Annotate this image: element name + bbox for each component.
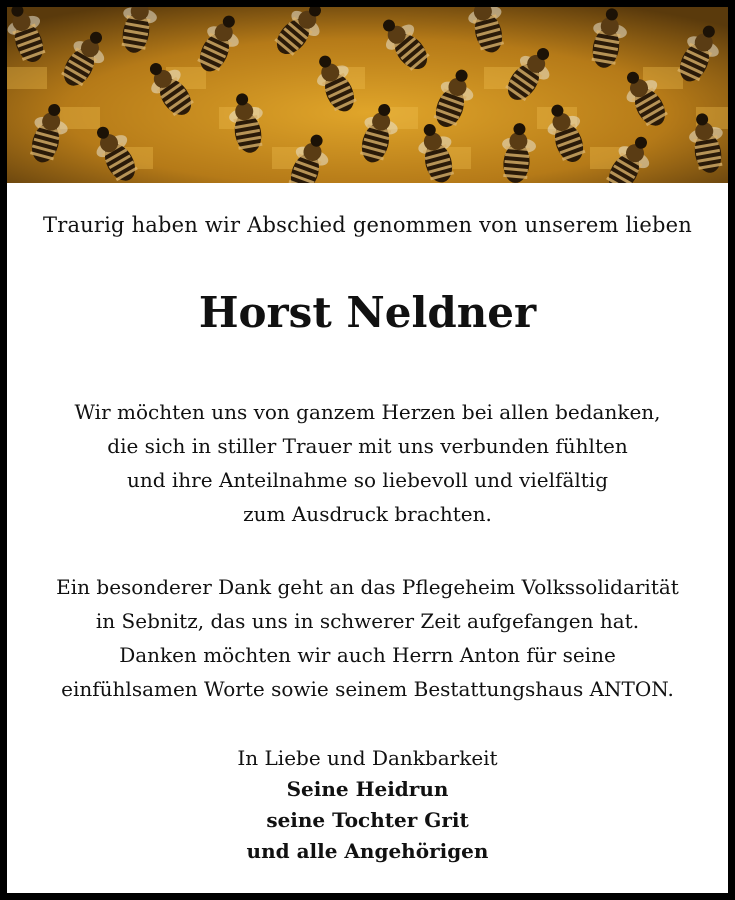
signer-line: und alle Angehörigen (246, 839, 489, 863)
thanks-paragraph (7, 395, 728, 531)
closing-line: In Liebe und Dankbarkeit (237, 746, 498, 770)
comb-cell (7, 67, 47, 89)
bees-photo (7, 7, 728, 183)
deceased-name: Horst Neldner (198, 288, 537, 337)
special-thanks-paragraph (7, 570, 728, 706)
paragraph-line: Wir möchten uns von ganzem Herzen bei allen bedanken, (74, 400, 661, 424)
paragraph-line: Ein besonderer Dank geht an das Pflegeheim Volkssolidarität (56, 575, 679, 599)
paragraph-line: in Sebnitz, das uns in schwerer Zeit aufgefangen hat. (95, 609, 640, 633)
intro-line: Traurig haben wir Abschied genommen von unserem lieben (43, 213, 692, 237)
paragraph-line: zum Ausdruck brachten. (243, 502, 492, 526)
signer-line: Seine Heidrun (286, 777, 449, 801)
paragraph-line: und ihre Anteilnahme so liebevoll und vielfältig (126, 468, 608, 492)
paragraph-line: Danken möchten wir auch Herrn Anton für seine (119, 643, 616, 667)
bees-header-image (7, 7, 728, 183)
paragraph-line: einfühlsamen Worte sowie seinem Bestattungshaus ANTON. (61, 677, 674, 701)
signer-line: seine Tochter Grit (266, 808, 469, 832)
signature-block (7, 743, 728, 867)
paragraph-line: die sich in stiller Trauer mit uns verbunden fühlten (107, 434, 628, 458)
